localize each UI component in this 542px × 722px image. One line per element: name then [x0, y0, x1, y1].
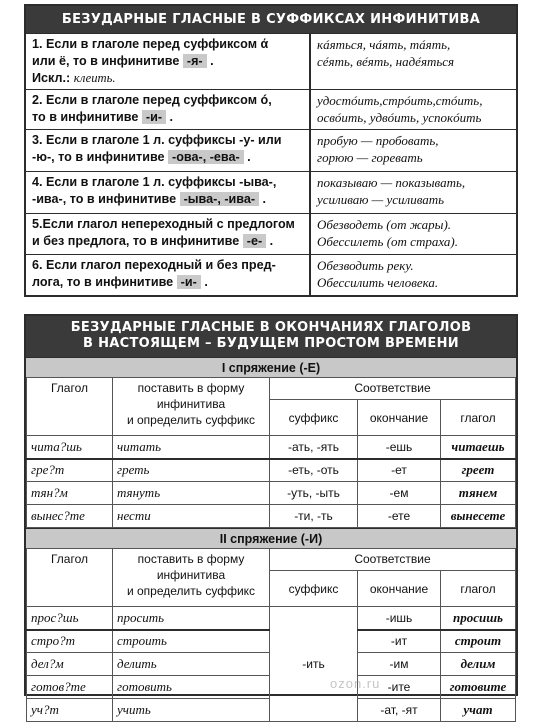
rule-text-4: 4. Если в глаголе 1 л. суффиксы -ыва-, -ива-, то в инфинитиве -ыва-, -ива- .: [26, 172, 311, 213]
rule-text-6: 6. Если глагол переходный и без пред- лога, то в инфинитиве -и- .: [26, 255, 311, 295]
rule-highlight-2: -и-: [142, 110, 166, 124]
table-row: стро?т строить -ит строит: [27, 630, 516, 653]
rule-examples-5: Обезводеть (от жары). Обессилеть (от страха).: [317, 217, 459, 249]
exception-label: Искл.:: [32, 71, 71, 85]
rule-row-1: [26, 33, 516, 89]
rule-highlight-4: -ыва-, -ива-: [180, 192, 259, 206]
header-suffix: суффикс: [270, 400, 358, 436]
conjugation-1-table: [26, 377, 516, 528]
section2-title: БЕЗУДАРНЫЕ ГЛАСНЫЕ В ОКОНЧАНИЯХ ГЛАГОЛОВ В НАСТОЯЩЕМ – БУДУЩЕМ ПРОСТОМ ВРЕМЕНИ: [26, 316, 516, 357]
header-match: Соответствие: [270, 378, 516, 400]
table-row: готов?те готовить -ите готовите: [27, 676, 516, 699]
rule-text-2: 2. Если в глаголе перед суффиксом ó, то в инфинитиве -и- .: [26, 90, 311, 129]
rule-examples-2: удостóить,стрóить,стóить, освóить, удвóить, успокóить: [317, 93, 483, 125]
rule-highlight-5: -е-: [243, 234, 266, 248]
header-verb: Глагол: [27, 378, 113, 436]
table-row: уч?т учить -ат, -ят учат: [27, 699, 516, 722]
exception-word: клеить.: [73, 71, 116, 85]
conjugation-2-table: [26, 548, 516, 722]
section1-title: БЕЗУДАРНЫЕ ГЛАСНЫЕ В СУФФИКСАХ ИНФИНИТИВА: [26, 6, 516, 33]
rule-row-4: [26, 171, 516, 213]
header-verb-col: глагол: [441, 400, 516, 436]
table-row: вынес?те нести -ти, -ть -ете вынесете: [27, 505, 516, 528]
rule-examples-4: показываю — показывать, усиливаю — усиливать: [317, 175, 466, 207]
header-verb-2: Глагол: [27, 549, 113, 607]
table-row: тян?м тянуть -уть, -ыть -ем тянем: [27, 482, 516, 505]
rule-text-1: 1. Если в глаголе перед суффиксом ά или ё, то в инфинитиве -я- . Искл.: клеить.: [26, 34, 311, 89]
rule-row-3: [26, 129, 516, 171]
watermark: ozon.ru: [330, 676, 381, 691]
table-row: дел?м делить -им делим: [27, 653, 516, 676]
rule-examples-6: Обезводить реку. Обессилить человека.: [317, 258, 439, 290]
header-put-form-2: поставить в форму инфинитива и определить суффикс: [113, 549, 270, 607]
rule-highlight-3: -ова-, -ева-: [168, 150, 244, 164]
header-suffix-2: суффикс: [270, 571, 358, 607]
rule-examples-3: пробую — пробовать, горюю — горевать: [317, 133, 439, 165]
rule-examples-1: кáяться, чáять, тáять, сéять, вéять, надéяться: [317, 37, 455, 69]
rule-highlight-1: -я-: [183, 54, 207, 68]
merged-suffix: -ить: [270, 607, 358, 722]
table-row: гре?т греть -еть, -оть -ет греет: [27, 459, 516, 482]
rule-row-5: [26, 213, 516, 254]
verb-endings-table: [24, 314, 518, 717]
table-row: чита?шь читать -ать, -ять -ешь читаешь: [27, 436, 516, 459]
header-match-2: Соответствие: [270, 549, 516, 571]
suffix-rules-table: [24, 4, 518, 297]
header-verb-col-2: глагол: [441, 571, 516, 607]
rule-row-2: [26, 89, 516, 129]
conjugation-1-label: I спряжение (-Е): [26, 357, 516, 377]
table-row: прос?шь просить -ить -ишь просишь: [27, 607, 516, 630]
conjugation-2-label: II спряжение (-И): [26, 528, 516, 548]
rule-text-3: 3. Если в глаголе 1 л. суффиксы -у- или -ю-, то в инфинитиве -ова-, -ева- .: [26, 130, 311, 171]
header-ending: окончание: [358, 400, 441, 436]
rule-row-6: [26, 254, 516, 295]
rule-highlight-6: -и-: [177, 275, 201, 289]
header-ending-2: окончание: [358, 571, 441, 607]
rule-text-5: 5.Если глагол непереходный с предлогом и без предлога, то в инфинитиве -е- .: [26, 214, 311, 254]
header-put-form: поставить в форму инфинитива и определить суффикс: [113, 378, 270, 436]
